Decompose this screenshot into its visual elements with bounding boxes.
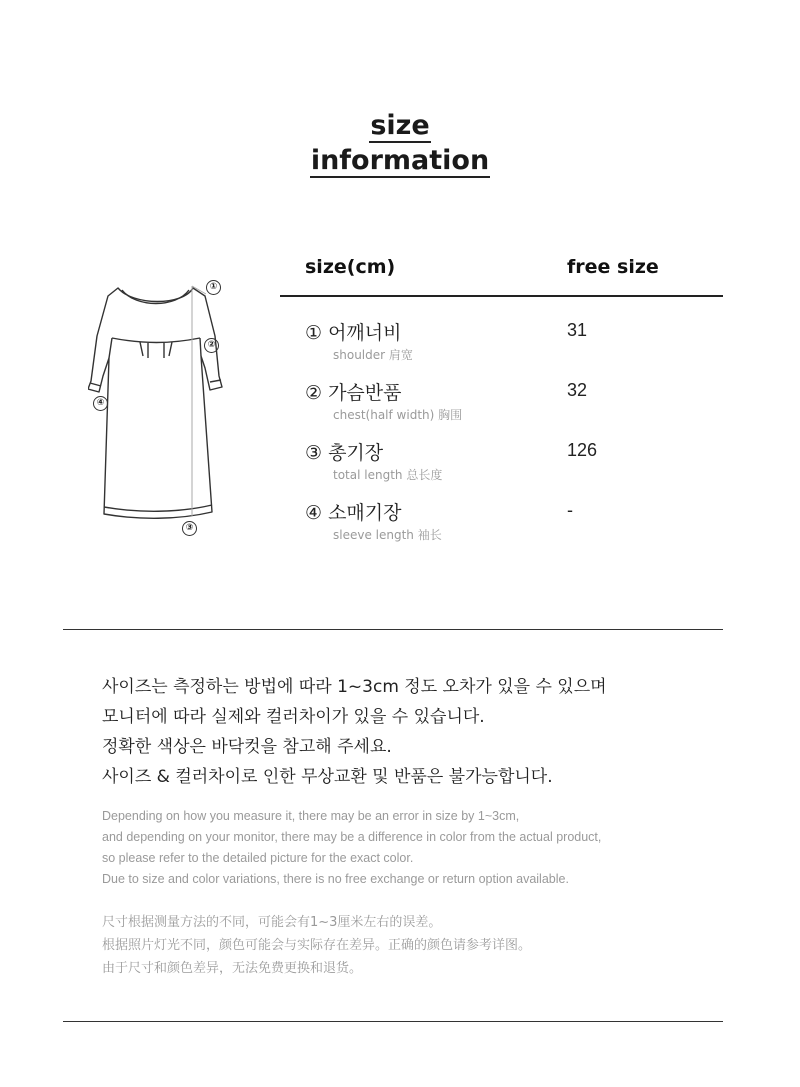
note-line: so please refer to the detailed picture for the exact color.	[102, 851, 414, 865]
note-line: 모니터에 따라 실제와 컬러차이가 있을 수 있습니다.	[102, 707, 485, 727]
note-line: 根据照片灯光不同，颜色可能会与实际存在差异。正确的颜色请参考详图。	[102, 938, 532, 953]
note-line: 사이즈 & 컬러차이로 인한 무상교환 및 반품은 불가능합니다.	[102, 767, 553, 787]
marker-2: ②	[204, 338, 219, 353]
section-divider-top	[63, 629, 723, 630]
row-label-en: sleeve length 袖长	[333, 528, 442, 542]
note-line: Depending on how you measure it, there may be an error in size by 1~3cm,	[102, 809, 520, 823]
table-row-shoulder	[305, 318, 723, 374]
table-row-chest	[305, 378, 723, 434]
table-row-total-length	[305, 438, 723, 494]
dress-diagram	[88, 276, 228, 538]
header-size-cm: size(cm)	[305, 256, 396, 278]
row-label-en: total length 总长度	[333, 468, 443, 482]
notes-english	[102, 806, 601, 890]
notes-chinese	[102, 911, 531, 980]
note-line: Due to size and color variations, there is no free exchange or return option available.	[102, 872, 569, 886]
notes-korean	[102, 672, 607, 792]
header-divider	[280, 295, 723, 297]
note-line: 정확한 색상은 바닥컷을 참고해 주세요.	[102, 737, 392, 757]
marker-4: ④	[93, 396, 108, 411]
title-information: information	[310, 145, 490, 176]
row-label-en: shoulder 肩宽	[333, 348, 413, 362]
table-row-sleeve-length	[305, 498, 723, 554]
row-value: 31	[567, 320, 588, 340]
marker-3: ③	[182, 521, 197, 536]
note-line: 尺寸根据测量方法的不同，可能会有1~3厘米左右的误差。	[102, 915, 442, 930]
row-value: -	[567, 500, 573, 520]
row-value: 126	[567, 440, 598, 460]
row-label-ko: ④ 소매기장	[305, 502, 402, 524]
note-line: 사이즈는 측정하는 방법에 따라 1~3cm 정도 오차가 있을 수 있으며	[102, 677, 607, 697]
row-label-ko: ① 어깨너비	[305, 322, 402, 344]
row-value: 32	[567, 380, 588, 400]
marker-1: ①	[206, 280, 221, 295]
row-label-ko: ③ 총기장	[305, 442, 384, 464]
note-line: 由于尺寸和颜色差异，无法免费更换和退货。	[102, 961, 363, 976]
section-divider-bottom	[63, 1021, 723, 1022]
dress-illustration	[88, 276, 228, 538]
note-line: and depending on your monitor, there may be a difference in color from the actual product,	[102, 830, 602, 844]
title-size: size	[370, 110, 430, 141]
row-label-ko: ② 가슴반품	[305, 382, 402, 404]
header-free-size: free size	[567, 256, 659, 278]
row-label-en: chest(half width) 胸围	[333, 408, 463, 422]
